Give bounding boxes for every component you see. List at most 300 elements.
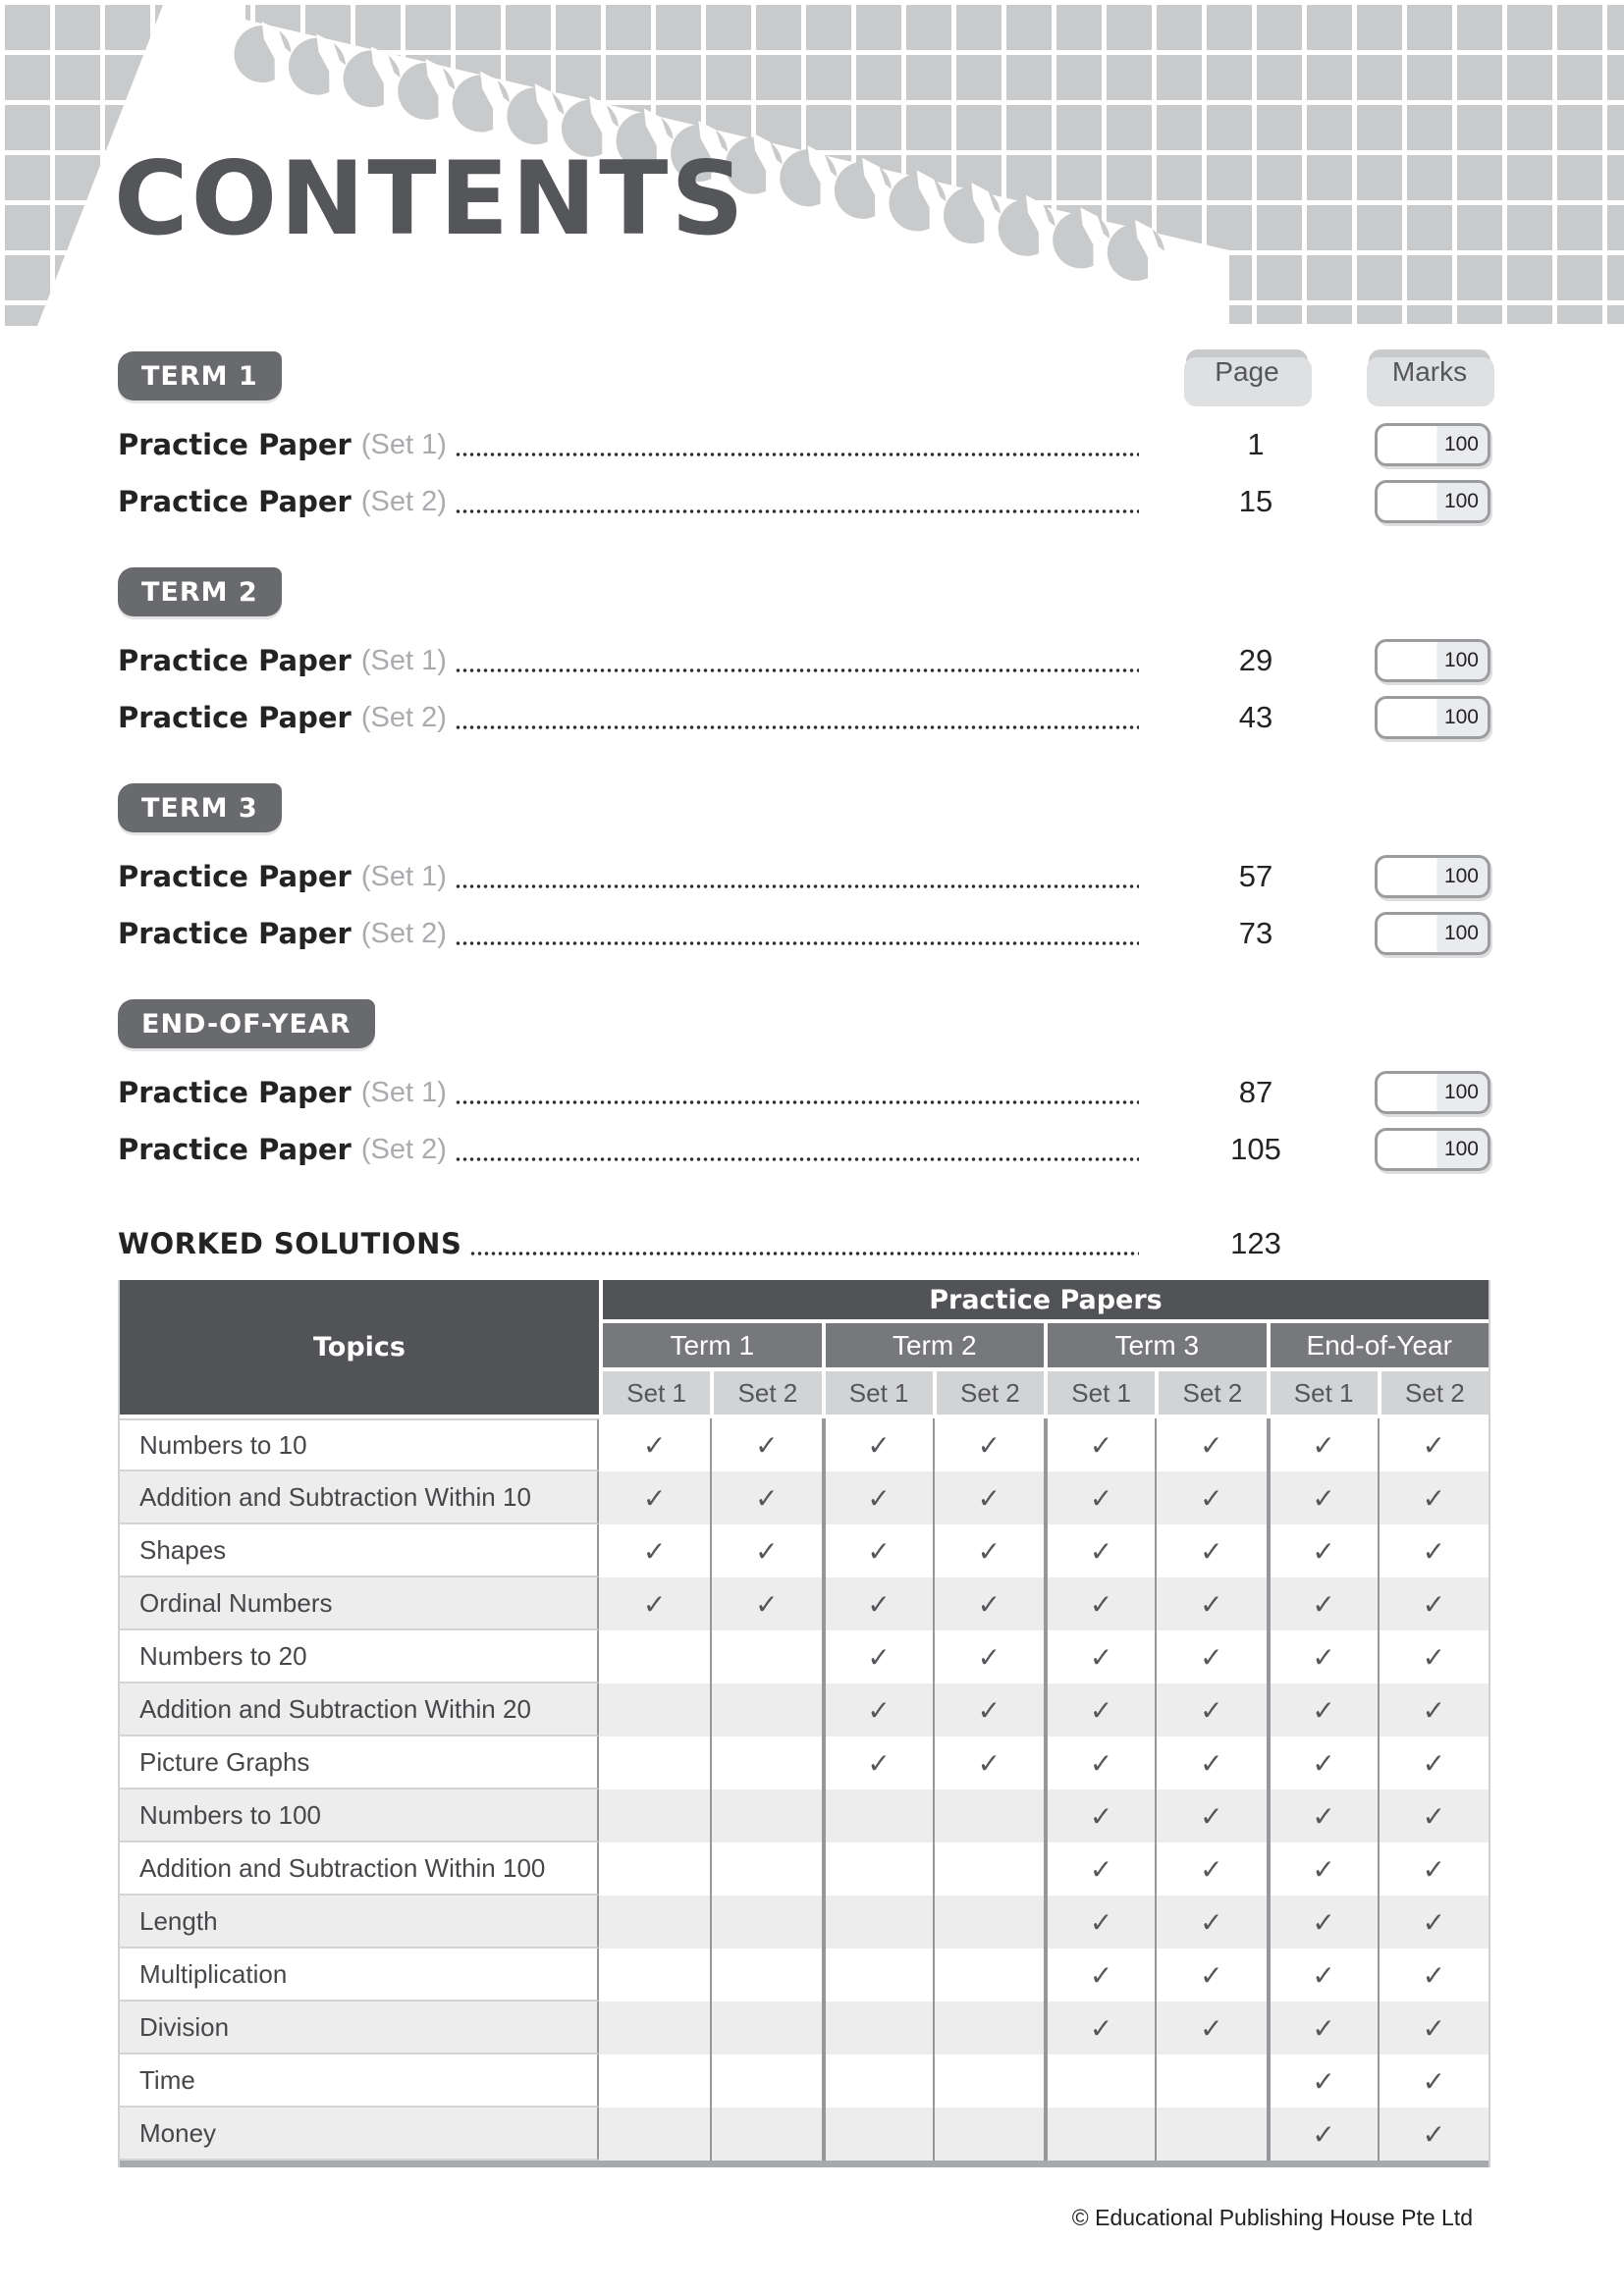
dotted-leader — [455, 883, 1139, 889]
empty-cell — [933, 1789, 1044, 1842]
dotted-leader — [455, 940, 1139, 946]
toc-row-page-number: 43 — [1238, 700, 1273, 734]
checkmark-cell — [1044, 1842, 1155, 1896]
topics-table-row — [120, 1524, 1489, 1577]
checkmark-cell — [1155, 1842, 1266, 1896]
toc-row-title: Practice Paper — [118, 644, 352, 677]
marks-column-header: Marks — [1369, 349, 1490, 395]
topics-table-row — [120, 2108, 1489, 2161]
checkmark-icon: ✓ — [1089, 1535, 1113, 1567]
checkmark-cell — [1378, 1842, 1489, 1896]
toc-row — [118, 689, 1490, 746]
checkmark-cell — [1378, 2002, 1489, 2055]
topics-table-row — [120, 1471, 1489, 1524]
checkmark-cell — [1044, 1736, 1155, 1789]
checkmark-cell — [1267, 1842, 1378, 1896]
checkmark-icon: ✓ — [755, 1482, 779, 1514]
empty-cell — [710, 1842, 821, 1896]
checkmark-cell — [1378, 1683, 1489, 1736]
checkmark-icon: ✓ — [867, 1747, 891, 1779]
page-column-header: Page — [1186, 349, 1308, 395]
checkmark-cell — [1155, 1471, 1266, 1524]
checkmark-cell — [1378, 2108, 1489, 2161]
checkmark-cell — [822, 1577, 933, 1630]
checkmark-icon: ✓ — [1200, 1694, 1223, 1726]
dotted-leader — [455, 1156, 1139, 1162]
marks-value: 100 — [1443, 649, 1479, 671]
toc-row-marks — [1369, 639, 1490, 682]
toc-row-title: Practice Paper — [118, 860, 352, 893]
checkmark-cell — [1044, 1949, 1155, 2002]
checkmark-icon: ✓ — [1422, 1535, 1446, 1567]
marks-box — [1375, 696, 1490, 739]
toc-row-page-number: 29 — [1238, 643, 1273, 677]
checkmark-icon: ✓ — [1089, 1429, 1113, 1461]
checkmark-cell — [1044, 2002, 1155, 2055]
topic-cell: Multiplication — [120, 1949, 599, 2002]
checkmark-icon: ✓ — [1422, 1694, 1446, 1726]
checkmark-icon: ✓ — [1200, 1588, 1223, 1620]
practice-papers-header-group — [603, 1280, 1489, 1415]
empty-cell — [933, 2108, 1044, 2161]
checkmark-icon: ✓ — [1089, 1588, 1113, 1620]
worked-solutions-row — [118, 1215, 1490, 1272]
checkmark-icon: ✓ — [1422, 2065, 1446, 2097]
checkmark-cell — [1378, 1577, 1489, 1630]
toc-row-marks — [1369, 423, 1490, 466]
toc-row-set: (Set 1) — [360, 644, 447, 676]
checkmark-icon: ✓ — [1312, 1694, 1335, 1726]
set-header-cell: Set 2 — [937, 1371, 1044, 1415]
topic-cell: Shapes — [120, 1524, 599, 1577]
table-bottom-bar — [120, 2161, 1489, 2167]
checkmark-icon: ✓ — [642, 1429, 667, 1461]
checkmark-icon: ✓ — [1312, 1853, 1335, 1885]
checkmark-icon: ✓ — [1422, 1959, 1446, 1991]
checkmark-cell — [1267, 1896, 1378, 1949]
checkmark-icon: ✓ — [977, 1694, 1001, 1726]
topics-table-row — [120, 2002, 1489, 2055]
toc-row-title: Practice Paper — [118, 1133, 352, 1166]
topics-table-row — [120, 1842, 1489, 1896]
practice-papers-header-cell: Practice Papers — [603, 1280, 1489, 1319]
checkmark-icon: ✓ — [977, 1535, 1001, 1567]
empty-cell — [710, 2055, 821, 2108]
checkmark-cell — [1378, 1418, 1489, 1471]
checkmark-cell — [1378, 1630, 1489, 1683]
set-header-cell: Set 1 — [1048, 1371, 1155, 1415]
term-header-cell: End-of-Year — [1271, 1323, 1489, 1367]
term-header-cell: Term 3 — [1048, 1323, 1267, 1367]
checkmark-cell — [1378, 1949, 1489, 2002]
checkmark-icon: ✓ — [1312, 1906, 1335, 1938]
checkmark-icon: ✓ — [1200, 2012, 1223, 2044]
toc-row-set: (Set 1) — [360, 860, 447, 892]
toc-section — [118, 783, 1490, 962]
checkmark-icon: ✓ — [977, 1747, 1001, 1779]
toc-row-set: (Set 2) — [360, 485, 447, 517]
checkmark-icon: ✓ — [1312, 2118, 1335, 2150]
checkmark-icon: ✓ — [1422, 1853, 1446, 1885]
topics-table-body — [120, 1418, 1489, 2161]
checkmark-icon: ✓ — [977, 1588, 1001, 1620]
empty-cell — [933, 2002, 1044, 2055]
marks-box — [1375, 855, 1490, 898]
empty-cell — [710, 1630, 821, 1683]
toc-section — [118, 999, 1490, 1178]
empty-cell — [599, 2055, 710, 2108]
toc-row-title: Practice Paper — [118, 428, 352, 461]
checkmark-icon: ✓ — [1422, 1482, 1446, 1514]
toc-row-page-number: 73 — [1238, 916, 1273, 950]
set-header-cell: Set 1 — [826, 1371, 933, 1415]
checkmark-cell — [710, 1471, 821, 1524]
checkmark-cell — [710, 1577, 821, 1630]
topics-table — [118, 1280, 1490, 2167]
checkmark-cell — [1044, 1683, 1155, 1736]
topics-table-row — [120, 1789, 1489, 1842]
set-header-cell: Set 1 — [1271, 1371, 1378, 1415]
checkmark-cell — [933, 1524, 1044, 1577]
checkmark-cell — [1044, 1577, 1155, 1630]
checkmark-cell — [1267, 1524, 1378, 1577]
checkmark-icon: ✓ — [1089, 1641, 1113, 1673]
checkmark-icon: ✓ — [1089, 1800, 1113, 1832]
topics-table-row — [120, 2055, 1489, 2108]
marks-box — [1375, 1128, 1490, 1171]
toc-row-title: Practice Paper — [118, 917, 352, 950]
marks-value: 100 — [1443, 706, 1479, 728]
toc-row-marks — [1369, 912, 1490, 955]
page-title: CONTENTS — [114, 140, 747, 258]
checkmark-icon: ✓ — [1422, 1747, 1446, 1779]
checkmark-icon: ✓ — [1089, 1482, 1113, 1514]
checkmark-icon: ✓ — [1312, 2065, 1335, 2097]
checkmark-cell — [1267, 1418, 1378, 1471]
toc-section-rows — [118, 1064, 1490, 1178]
toc-row-page-number: 15 — [1238, 484, 1273, 518]
checkmark-cell — [1267, 1736, 1378, 1789]
toc-row-marks — [1369, 1128, 1490, 1171]
empty-cell — [599, 1630, 710, 1683]
checkmark-cell — [1267, 1949, 1378, 2002]
checkmark-cell — [822, 1524, 933, 1577]
toc-sections — [118, 351, 1490, 1178]
checkmark-cell — [1155, 1736, 1266, 1789]
empty-cell — [710, 2002, 821, 2055]
toc-section-rows — [118, 848, 1490, 962]
checkmark-icon: ✓ — [1422, 1429, 1446, 1461]
toc-row-page-number: 57 — [1238, 859, 1273, 893]
topic-cell: Addition and Subtraction Within 10 — [120, 1471, 599, 1524]
checkmark-icon: ✓ — [1089, 1959, 1113, 1991]
checkmark-cell — [710, 1524, 821, 1577]
checkmark-cell — [933, 1683, 1044, 1736]
checkmark-cell — [822, 1683, 933, 1736]
checkmark-icon: ✓ — [1312, 1747, 1335, 1779]
empty-cell — [710, 1896, 821, 1949]
empty-cell — [933, 1896, 1044, 1949]
marks-value: 100 — [1443, 922, 1479, 944]
checkmark-icon: ✓ — [755, 1535, 779, 1567]
toc-section-rows — [118, 632, 1490, 746]
toc-row-set: (Set 2) — [360, 917, 447, 949]
checkmark-cell — [1378, 2055, 1489, 2108]
topics-table-row — [120, 1577, 1489, 1630]
checkmark-cell — [1155, 1524, 1266, 1577]
toc-row — [118, 632, 1490, 689]
checkmark-cell — [599, 1577, 710, 1630]
toc-row-page-number: 1 — [1247, 427, 1265, 461]
checkmark-cell — [1267, 2055, 1378, 2108]
checkmark-cell — [1155, 1418, 1266, 1471]
checkmark-cell — [1267, 1577, 1378, 1630]
empty-cell — [599, 1896, 710, 1949]
empty-cell — [599, 2108, 710, 2161]
topics-table-row — [120, 1683, 1489, 1736]
checkmark-cell — [933, 1418, 1044, 1471]
checkmark-cell — [1267, 2108, 1378, 2161]
set-header-row — [603, 1371, 1489, 1415]
checkmark-icon: ✓ — [1089, 1694, 1113, 1726]
marks-box — [1375, 1071, 1490, 1114]
empty-cell — [933, 1949, 1044, 2002]
empty-cell — [710, 1683, 821, 1736]
toc-row — [118, 416, 1490, 473]
dotted-leader — [455, 1099, 1139, 1105]
checkmark-cell — [1378, 1524, 1489, 1577]
empty-cell — [1155, 2108, 1266, 2161]
empty-cell — [1155, 2055, 1266, 2108]
checkmark-icon: ✓ — [867, 1429, 891, 1461]
checkmark-icon: ✓ — [1089, 1906, 1113, 1938]
checkmark-cell — [710, 1418, 821, 1471]
topic-cell: Addition and Subtraction Within 100 — [120, 1842, 599, 1896]
toc-row-marks — [1369, 855, 1490, 898]
checkmark-cell — [1267, 1471, 1378, 1524]
checkmark-icon: ✓ — [1089, 1853, 1113, 1885]
checkmark-icon: ✓ — [1200, 1906, 1223, 1938]
checkmark-icon: ✓ — [1200, 1747, 1223, 1779]
empty-cell — [599, 2002, 710, 2055]
checkmark-cell — [933, 1736, 1044, 1789]
empty-cell — [822, 1896, 933, 1949]
checkmark-cell — [933, 1471, 1044, 1524]
checkmark-icon: ✓ — [1422, 2118, 1446, 2150]
checkmark-icon: ✓ — [867, 1641, 891, 1673]
checkmark-icon: ✓ — [867, 1588, 891, 1620]
checkmark-icon: ✓ — [1312, 1641, 1335, 1673]
checkmark-cell — [1044, 1418, 1155, 1471]
toc-section — [118, 351, 1490, 530]
checkmark-cell — [1044, 1471, 1155, 1524]
marks-value: 100 — [1443, 1138, 1479, 1160]
checkmark-cell — [1155, 2002, 1266, 2055]
set-header-cell: Set 2 — [1381, 1371, 1489, 1415]
worked-solutions-page-number: 123 — [1230, 1226, 1281, 1260]
worked-solutions-title: WORKED SOLUTIONS — [118, 1227, 462, 1260]
checkmark-icon: ✓ — [1312, 1429, 1335, 1461]
set-header-cell: Set 2 — [1159, 1371, 1266, 1415]
toc-row-title: Practice Paper — [118, 701, 352, 734]
topics-table-row — [120, 1949, 1489, 2002]
checkmark-cell — [1155, 1577, 1266, 1630]
toc-row-set: (Set 2) — [360, 1133, 447, 1165]
checkmark-cell — [1155, 1789, 1266, 1842]
checkmark-icon: ✓ — [1422, 1906, 1446, 1938]
dotted-leader — [455, 724, 1139, 730]
marks-box — [1375, 423, 1490, 466]
empty-cell — [710, 1789, 821, 1842]
checkmark-cell — [1155, 1896, 1266, 1949]
checkmark-icon: ✓ — [977, 1641, 1001, 1673]
toc-row-page-number: 105 — [1230, 1132, 1281, 1166]
empty-cell — [822, 2002, 933, 2055]
marks-value: 100 — [1443, 1081, 1479, 1103]
checkmark-cell — [933, 1630, 1044, 1683]
topic-cell: Numbers to 20 — [120, 1630, 599, 1683]
topic-cell: Numbers to 10 — [120, 1418, 599, 1471]
checkmark-cell — [933, 1577, 1044, 1630]
checkmark-icon: ✓ — [755, 1429, 779, 1461]
checkmark-icon: ✓ — [1200, 1482, 1223, 1514]
topic-cell: Numbers to 100 — [120, 1789, 599, 1842]
empty-cell — [933, 2055, 1044, 2108]
checkmark-cell — [822, 1630, 933, 1683]
checkmark-cell — [1044, 1896, 1155, 1949]
topics-table-row — [120, 1418, 1489, 1471]
toc-row-title: Practice Paper — [118, 1076, 352, 1109]
checkmark-icon: ✓ — [1200, 1641, 1223, 1673]
toc-row-title: Practice Paper — [118, 485, 352, 518]
checkmark-icon: ✓ — [1422, 2012, 1446, 2044]
empty-cell — [599, 1683, 710, 1736]
checkmark-icon: ✓ — [642, 1535, 667, 1567]
toc-row — [118, 1064, 1490, 1121]
checkmark-icon: ✓ — [1312, 2012, 1335, 2044]
checkmark-cell — [1378, 1789, 1489, 1842]
checkmark-icon: ✓ — [1089, 2012, 1113, 2044]
empty-cell — [710, 1736, 821, 1789]
checkmark-icon: ✓ — [1312, 1588, 1335, 1620]
empty-cell — [822, 2055, 933, 2108]
toc-section-rows — [118, 416, 1490, 530]
toc-row — [118, 1121, 1490, 1178]
dotted-leader — [455, 452, 1139, 457]
checkmark-cell — [822, 1471, 933, 1524]
checkmark-cell — [1378, 1471, 1489, 1524]
checkmark-icon: ✓ — [1312, 1800, 1335, 1832]
toc-row-set: (Set 1) — [360, 428, 447, 460]
checkmark-icon: ✓ — [1200, 1800, 1223, 1832]
checkmark-icon: ✓ — [867, 1482, 891, 1514]
empty-cell — [710, 2108, 821, 2161]
checkmark-icon: ✓ — [755, 1588, 779, 1620]
topic-cell: Addition and Subtraction Within 20 — [120, 1683, 599, 1736]
checkmark-icon: ✓ — [1312, 1959, 1335, 1991]
toc-row-marks — [1369, 696, 1490, 739]
topic-cell: Ordinal Numbers — [120, 1577, 599, 1630]
empty-cell — [599, 1842, 710, 1896]
checkmark-cell — [1378, 1896, 1489, 1949]
checkmark-cell — [599, 1524, 710, 1577]
term-header-row — [603, 1323, 1489, 1367]
checkmark-icon: ✓ — [1312, 1535, 1335, 1567]
checkmark-icon: ✓ — [867, 1694, 891, 1726]
checkmark-icon: ✓ — [867, 1535, 891, 1567]
checkmark-icon: ✓ — [977, 1482, 1001, 1514]
toc-section — [118, 567, 1490, 746]
marks-box — [1375, 639, 1490, 682]
empty-cell — [822, 1949, 933, 2002]
dotted-leader — [469, 1251, 1139, 1256]
set-header-cell: Set 1 — [603, 1371, 710, 1415]
topic-cell: Length — [120, 1896, 599, 1949]
topics-header-cell: Topics — [120, 1280, 599, 1415]
marks-value: 100 — [1443, 490, 1479, 512]
dotted-leader — [455, 667, 1139, 673]
checkmark-cell — [1155, 1630, 1266, 1683]
checkmark-icon: ✓ — [977, 1429, 1001, 1461]
checkmark-cell — [1267, 2002, 1378, 2055]
toc-row-marks — [1369, 1071, 1490, 1114]
empty-cell — [710, 1949, 821, 2002]
toc-row-marks — [1369, 480, 1490, 523]
table-of-contents — [118, 351, 1490, 2167]
checkmark-icon: ✓ — [1422, 1588, 1446, 1620]
empty-cell — [1044, 2055, 1155, 2108]
empty-cell — [822, 1789, 933, 1842]
toc-row — [118, 905, 1490, 962]
checkmark-icon: ✓ — [1422, 1800, 1446, 1832]
toc-row — [118, 848, 1490, 905]
topics-table-row — [120, 1736, 1489, 1789]
checkmark-cell — [1044, 1789, 1155, 1842]
marks-value: 100 — [1443, 865, 1479, 887]
toc-row-set: (Set 2) — [360, 701, 447, 733]
topics-table-row — [120, 1896, 1489, 1949]
topic-cell: Division — [120, 2002, 599, 2055]
topic-cell: Money — [120, 2108, 599, 2161]
checkmark-icon: ✓ — [642, 1588, 667, 1620]
toc-row-page-number: 87 — [1238, 1075, 1273, 1109]
checkmark-cell — [1044, 1524, 1155, 1577]
empty-cell — [1044, 2108, 1155, 2161]
checkmark-cell — [1155, 1683, 1266, 1736]
term-badge: TERM 2 — [118, 567, 282, 616]
checkmark-cell — [1267, 1683, 1378, 1736]
checkmark-cell — [599, 1418, 710, 1471]
checkmark-cell — [1267, 1630, 1378, 1683]
marks-box — [1375, 480, 1490, 523]
term-badge: END-OF-YEAR — [118, 999, 375, 1048]
checkmark-cell — [1155, 1949, 1266, 2002]
marks-value: 100 — [1443, 433, 1479, 455]
checkmark-icon: ✓ — [1089, 1747, 1113, 1779]
empty-cell — [599, 1949, 710, 2002]
checkmark-icon: ✓ — [1200, 1429, 1223, 1461]
checkmark-cell — [1267, 1789, 1378, 1842]
empty-cell — [599, 1736, 710, 1789]
checkmark-cell — [822, 1418, 933, 1471]
toc-row — [118, 473, 1490, 530]
checkmark-icon: ✓ — [1200, 1959, 1223, 1991]
checkmark-cell — [822, 1736, 933, 1789]
checkmark-cell — [1044, 1630, 1155, 1683]
checkmark-icon: ✓ — [1200, 1853, 1223, 1885]
checkmark-icon: ✓ — [1200, 1535, 1223, 1567]
term-header-cell: Term 1 — [603, 1323, 822, 1367]
